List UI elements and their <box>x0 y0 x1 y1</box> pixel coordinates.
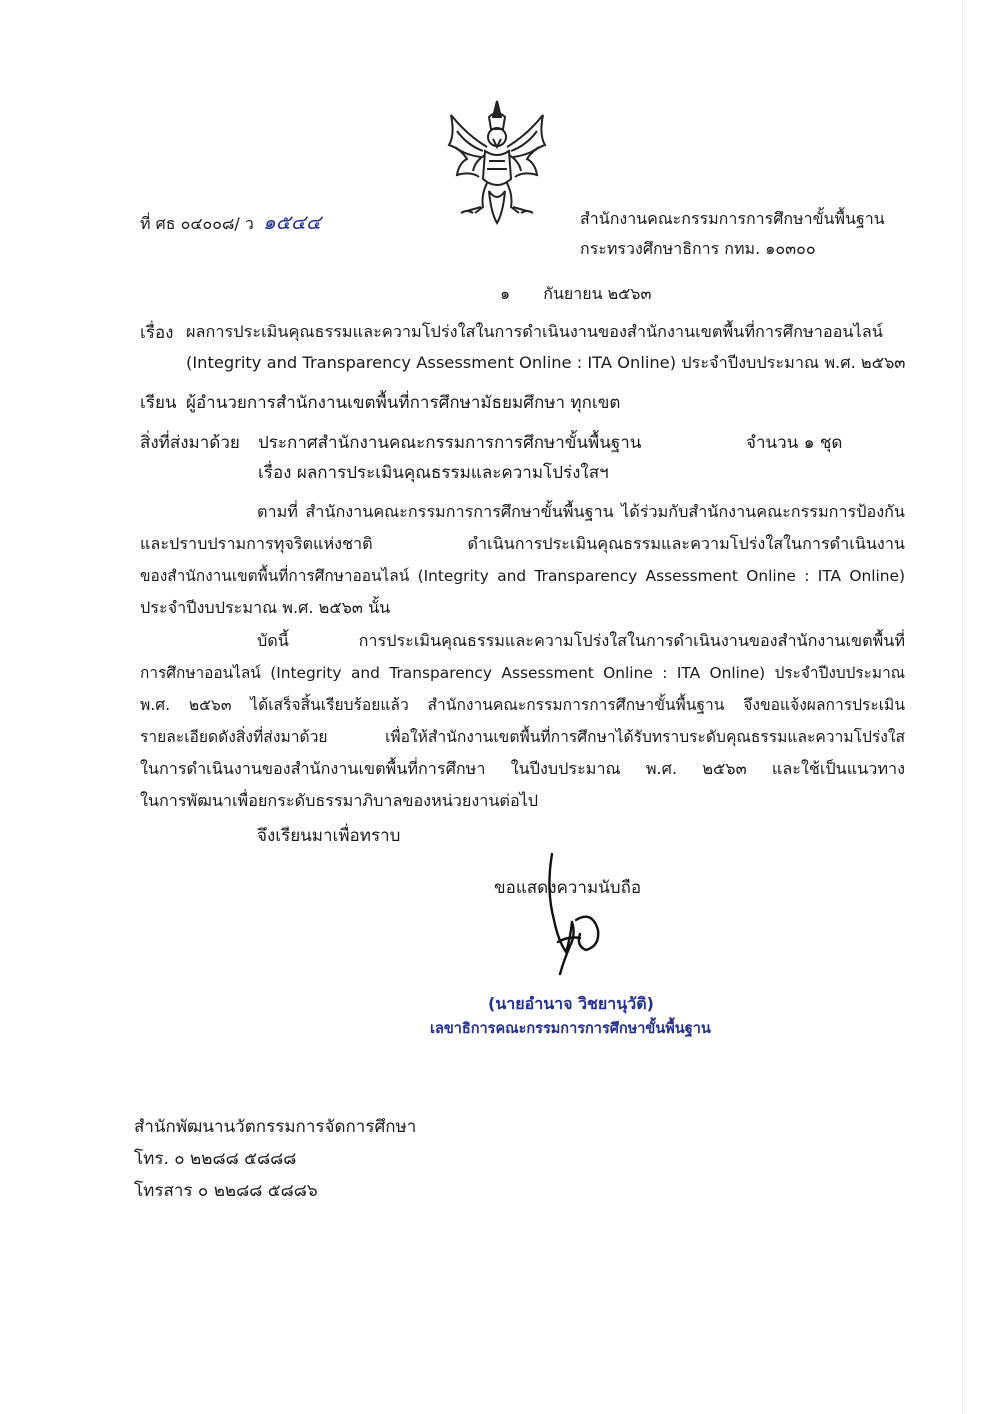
paragraph-line: ในการดำเนินงานของสำนักงานเขตพื้นที่การศึกษา ในปีงบประมาณ พ.ศ. ๒๕๖๓ และใช้เป็นแนวทาง <box>140 759 905 778</box>
closing-line: จึงเรียนมาเพื่อทราบ <box>257 826 401 846</box>
org-address: กระทรวงศึกษาธิการ กทม. ๑๐๓๐๐ <box>580 239 816 258</box>
garuda-emblem <box>437 95 557 235</box>
footer-fax: โทรสาร ๐ ๒๒๘๘ ๕๘๘๖ <box>134 1181 318 1201</box>
document-number-prefix: ที่ ศธ ๐๔๐๐๘/ ว <box>140 214 254 233</box>
date-day: ๑ <box>500 284 511 303</box>
subject-line-2: (Integrity and Transparency Assessment Online : ITA Online) ประจำปีงบประมาณ พ.ศ. ๒๕๖๓ <box>186 353 906 372</box>
org-name: สำนักงานคณะกรรมการการศึกษาขั้นพื้นฐาน <box>580 209 885 228</box>
enclosure-label: สิ่งที่ส่งมาด้วย <box>140 433 240 453</box>
body-paragraph-1 <box>140 496 905 624</box>
scan-edge-line <box>962 0 963 1414</box>
salutation-recipient: ผู้อำนวยการสำนักงานเขตพื้นที่การศึกษามัธยมศึกษา ทุกเขต <box>186 393 621 413</box>
paragraph-line: รายละเอียดดังสิ่งที่ส่งมาด้วย เพื่อให้สำนักงานเขตพื้นที่การศึกษาได้รับทราบระดับคุณธรรมและความโปร่งใส <box>140 728 905 746</box>
salutation-label: เรียน <box>140 393 177 413</box>
document-number-handwritten: ๑๕๔๔ <box>262 210 322 234</box>
paragraph-line: พ.ศ. ๒๕๖๓ ได้เสร็จสิ้นเรียบร้อยแล้ว สำนักงานคณะกรรมการการศึกษาขั้นพื้นฐาน จึงขอแจ้งผลการประเมิน <box>140 696 905 714</box>
enclosure-quantity: จำนวน ๑ ชุด <box>746 433 843 453</box>
regards-line: ขอแสดงความนับถือ <box>494 878 642 898</box>
enclosure-line-1: ประกาศสำนักงานคณะกรรมการการศึกษาขั้นพื้นฐาน <box>258 433 642 453</box>
enclosure-line-2: เรื่อง ผลการประเมินคุณธรรมและความโปร่งใสฯ <box>258 463 609 483</box>
footer-phone: โทร. ๐ ๒๒๘๘ ๕๘๘๘ <box>134 1149 297 1169</box>
signatory-title: เลขาธิการคณะกรรมการการศึกษาขั้นพื้นฐาน <box>430 1021 711 1037</box>
handwritten-signature <box>540 850 610 980</box>
paragraph-line: บัดนี้ การประเมินคุณธรรมและความโปร่งใสในการดำเนินงานของสำนักงานเขตพื้นที่ <box>257 631 905 650</box>
date-month-year: กันยายน ๒๕๖๓ <box>543 284 652 303</box>
signatory-name: (นายอำนาจ วิชยานุวัติ) <box>488 994 654 1013</box>
subject-label: เรื่อง <box>140 323 174 343</box>
paragraph-line: และปราบปรามการทุจริตแห่งชาติ ดำเนินการประเมินคุณธรรมและความโปร่งใสในการดำเนินงาน <box>140 534 905 553</box>
paragraph-line: การศึกษาออนไลน์ (Integrity and Transparency Assessment Online : ITA Online) ประจำปีงบประมาณ <box>140 664 905 682</box>
body-paragraph-2 <box>140 625 905 817</box>
subject-line-1: ผลการประเมินคุณธรรมและความโปร่งใสในการดำเนินงานของสำนักงานเขตพื้นที่การศึกษาออนไลน์ <box>186 322 883 341</box>
paragraph-line: ในการพัฒนาเพื่อยกระดับธรรมาภิบาลของหน่วยงานต่อไป <box>140 791 539 810</box>
paragraph-line: ของสำนักงานเขตพื้นที่การศึกษาออนไลน์ (Integrity and Transparency Assessment Online : ITA Online) <box>140 567 905 585</box>
document-number <box>140 206 321 238</box>
footer-office: สำนักพัฒนานวัตกรรมการจัดการศึกษา <box>134 1117 417 1137</box>
paragraph-line: ประจำปีงบประมาณ พ.ศ. ๒๕๖๓ นั้น <box>140 598 391 617</box>
paragraph-line: ตามที่ สำนักงานคณะกรรมการการศึกษาขั้นพื้นฐาน ได้ร่วมกับสำนักงานคณะกรรมการป้องกัน <box>257 502 905 521</box>
letter-date <box>500 282 651 307</box>
